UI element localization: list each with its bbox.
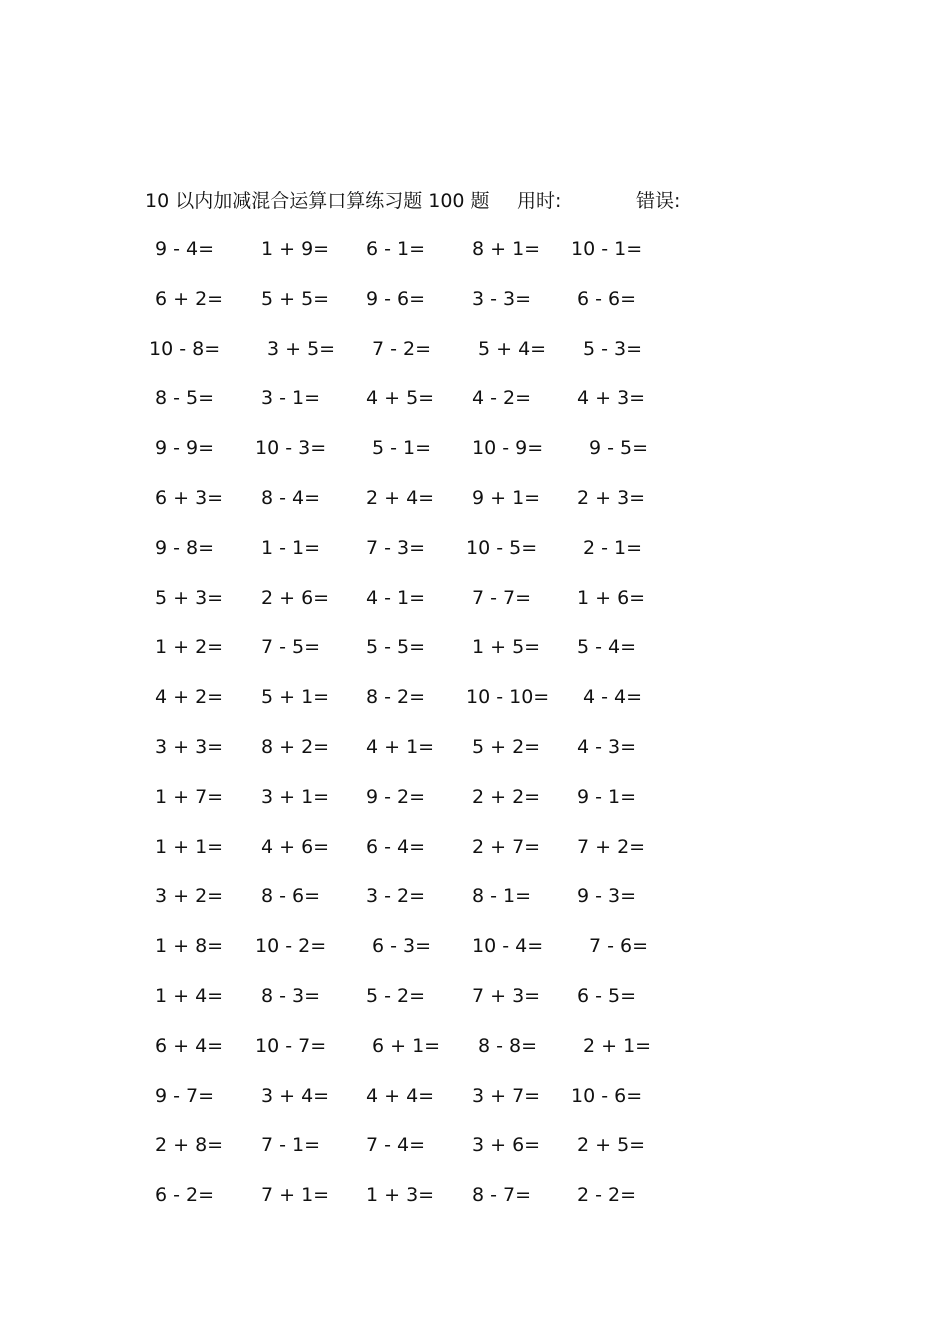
problem-item: 8 - 1= xyxy=(472,885,532,908)
problem-item: 8 + 2= xyxy=(261,736,330,758)
problem-item: 6 - 1= xyxy=(366,238,426,260)
problem-item: 8 - 8= xyxy=(478,1034,538,1057)
problem-item: 1 + 7= xyxy=(155,785,224,808)
problem-item: 8 - 4= xyxy=(261,487,321,509)
problem-item: 2 - 2= xyxy=(577,1184,637,1207)
problem-item: 1 + 3= xyxy=(366,1184,435,1207)
problem-item: 9 - 4= xyxy=(155,238,215,260)
problem-item: 1 + 6= xyxy=(577,586,646,609)
problem-item: 2 + 5= xyxy=(577,1134,646,1157)
problem-item: 3 - 1= xyxy=(261,387,321,410)
problem-item: 9 - 2= xyxy=(366,785,426,808)
problem-item: 2 + 6= xyxy=(261,586,330,609)
problem-item: 7 - 5= xyxy=(261,636,321,659)
problem-row xyxy=(0,433,950,463)
problem-item: 8 - 6= xyxy=(261,885,321,908)
problem-row xyxy=(0,682,950,712)
problem-item: 3 - 3= xyxy=(472,287,532,310)
problem-item: 1 + 8= xyxy=(155,935,224,958)
problem-item: 1 - 1= xyxy=(261,536,321,559)
problem-item: 2 + 3= xyxy=(577,487,646,509)
problem-item: 1 + 1= xyxy=(155,835,224,858)
problem-item: 7 - 7= xyxy=(472,586,532,609)
problem-item: 5 + 2= xyxy=(472,736,541,758)
problem-row xyxy=(0,931,950,961)
problem-item: 6 + 2= xyxy=(155,287,224,310)
problem-item: 4 + 5= xyxy=(366,387,435,410)
problem-item: 7 - 3= xyxy=(366,536,426,559)
problem-item: 9 + 1= xyxy=(472,487,541,509)
problem-item: 9 - 5= xyxy=(589,437,649,460)
problem-item: 6 + 3= xyxy=(155,487,224,509)
problem-item: 10 - 5= xyxy=(466,536,538,559)
problem-item: 9 - 7= xyxy=(155,1084,215,1107)
problem-item: 1 + 4= xyxy=(155,985,224,1007)
problem-item: 3 - 2= xyxy=(366,885,426,908)
problem-item: 4 - 4= xyxy=(583,686,643,709)
problem-row xyxy=(0,1081,950,1111)
problem-row xyxy=(0,881,950,911)
problem-item: 1 + 9= xyxy=(261,238,330,260)
problem-row xyxy=(0,1031,950,1061)
problem-item: 10 - 6= xyxy=(571,1084,643,1107)
problem-item: 5 - 3= xyxy=(583,337,643,360)
problem-item: 5 - 1= xyxy=(372,437,432,460)
problem-row xyxy=(0,981,950,1011)
problem-item: 6 - 4= xyxy=(366,835,426,858)
problem-item: 6 - 2= xyxy=(155,1184,215,1207)
problem-item: 7 + 3= xyxy=(472,985,541,1007)
problem-item: 6 + 4= xyxy=(155,1034,224,1057)
problem-item: 5 - 4= xyxy=(577,636,637,659)
problem-item: 8 - 7= xyxy=(472,1184,532,1207)
problem-item: 5 - 5= xyxy=(366,636,426,659)
problem-item: 10 - 2= xyxy=(255,935,327,958)
problem-item: 5 - 2= xyxy=(366,985,426,1007)
problem-item: 4 + 1= xyxy=(366,736,435,758)
problem-item: 6 - 5= xyxy=(577,985,637,1007)
problem-item: 7 - 6= xyxy=(589,935,649,958)
problem-item: 9 - 1= xyxy=(577,785,637,808)
problem-row xyxy=(0,632,950,662)
problem-item: 7 - 4= xyxy=(366,1134,426,1157)
problem-item: 4 + 4= xyxy=(366,1084,435,1107)
problem-item: 3 + 3= xyxy=(155,736,224,758)
problem-item: 4 + 6= xyxy=(261,835,330,858)
problem-item: 9 - 8= xyxy=(155,536,215,559)
problem-item: 4 + 2= xyxy=(155,686,224,709)
problem-item: 1 + 2= xyxy=(155,636,224,659)
problem-item: 7 - 1= xyxy=(261,1134,321,1157)
problem-item: 10 - 9= xyxy=(472,437,544,460)
problem-item: 4 - 1= xyxy=(366,586,426,609)
problem-item: 9 - 6= xyxy=(366,287,426,310)
problem-row xyxy=(0,483,950,513)
problem-item: 7 - 2= xyxy=(372,337,432,360)
problem-row xyxy=(0,782,950,812)
problem-item: 4 - 3= xyxy=(577,736,637,758)
problem-item: 9 - 3= xyxy=(577,885,637,908)
problem-item: 5 + 4= xyxy=(478,337,547,360)
problem-row xyxy=(0,1130,950,1160)
problem-item: 8 - 3= xyxy=(261,985,321,1007)
problem-item: 10 - 10= xyxy=(466,686,550,709)
problem-item: 9 - 9= xyxy=(155,437,215,460)
problem-item: 2 + 7= xyxy=(472,835,541,858)
problem-item: 8 + 1= xyxy=(472,238,541,260)
problem-item: 10 - 7= xyxy=(255,1034,327,1057)
problem-row xyxy=(0,732,950,762)
problem-item: 10 - 8= xyxy=(149,337,221,360)
problem-item: 7 + 2= xyxy=(577,835,646,858)
problem-item: 2 + 4= xyxy=(366,487,435,509)
problem-item: 2 - 1= xyxy=(583,536,643,559)
problem-item: 4 - 2= xyxy=(472,387,532,410)
problem-row xyxy=(0,583,950,613)
problem-item: 3 + 4= xyxy=(261,1084,330,1107)
problem-item: 3 + 2= xyxy=(155,885,224,908)
problem-item: 6 - 3= xyxy=(372,935,432,958)
problem-row xyxy=(0,383,950,413)
problem-row xyxy=(0,1180,950,1210)
errors-label: 错误: xyxy=(636,190,681,212)
problem-item: 10 - 3= xyxy=(255,437,327,460)
problem-row xyxy=(0,334,950,364)
problem-row xyxy=(0,234,950,264)
problem-item: 5 + 5= xyxy=(261,287,330,310)
problem-item: 8 - 2= xyxy=(366,686,426,709)
problem-item: 10 - 4= xyxy=(472,935,544,958)
problem-item: 8 - 5= xyxy=(155,387,215,410)
worksheet-title: 10 以内加减混合运算口算练习题 100 题 xyxy=(145,190,490,212)
problem-row xyxy=(0,533,950,563)
problem-item: 3 + 7= xyxy=(472,1084,541,1107)
problem-item: 2 + 2= xyxy=(472,785,541,808)
problem-item: 6 + 1= xyxy=(372,1034,441,1057)
problem-item: 3 + 6= xyxy=(472,1134,541,1157)
problem-item: 2 + 8= xyxy=(155,1134,224,1157)
problem-item: 7 + 1= xyxy=(261,1184,330,1207)
problem-row xyxy=(0,832,950,862)
problem-row xyxy=(0,284,950,314)
problem-item: 5 + 1= xyxy=(261,686,330,709)
time-used-label: 用时: xyxy=(517,190,562,212)
problem-item: 6 - 6= xyxy=(577,287,637,310)
problem-item: 1 + 5= xyxy=(472,636,541,659)
problem-item: 2 + 1= xyxy=(583,1034,652,1057)
problem-item: 3 + 5= xyxy=(267,337,336,360)
problem-item: 3 + 1= xyxy=(261,785,330,808)
problem-item: 4 + 3= xyxy=(577,387,646,410)
problem-item: 10 - 1= xyxy=(571,238,643,260)
problem-item: 5 + 3= xyxy=(155,586,224,609)
